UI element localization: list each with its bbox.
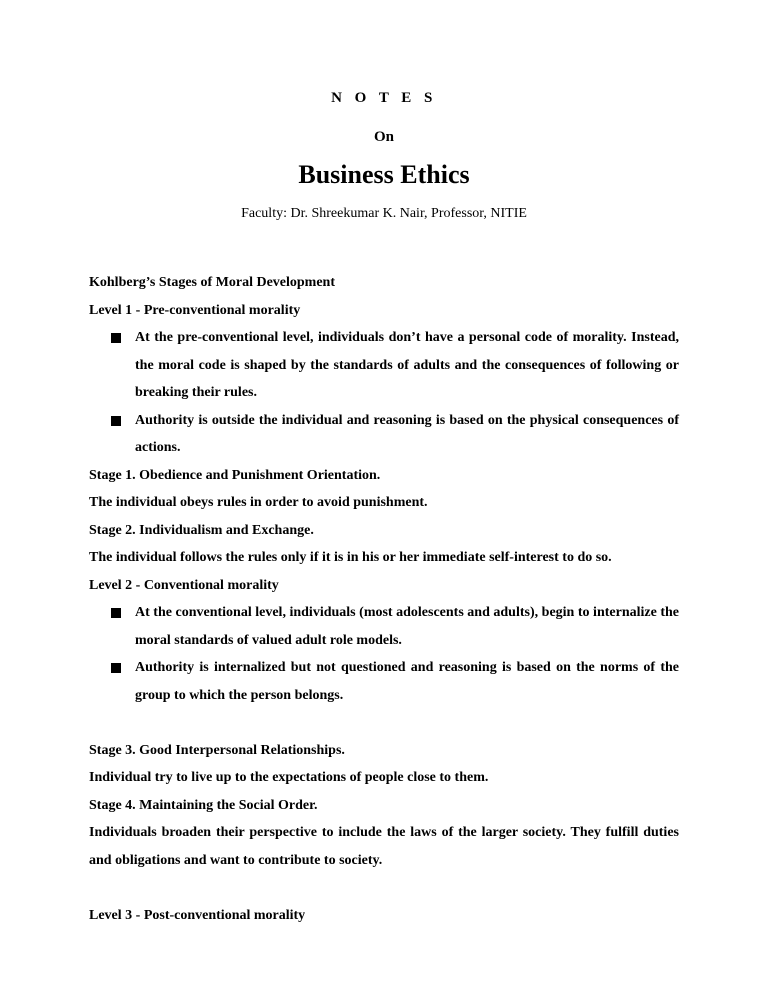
level1-heading: Level 1 - Pre-conventional morality [89,302,301,318]
stage4-text: Individuals broaden their perspective to include the laws of the larger society. They fulfill duties and obligations and want to contribute to society. [89,825,679,868]
stage2-title: Stage 2. Individualism and Exchange. [89,522,314,538]
bullet-text: At the conventional level, individuals (most adolescents and adults), begin to internalize the moral standards of valued adult role models. [135,605,679,648]
bullet-text: Authority is outside the individual and reasoning is based on the physical consequences of actions. [135,412,679,455]
document-title: Business Ethics [298,160,470,189]
level2-heading: Level 2 - Conventional morality [89,577,279,593]
spacer [89,709,679,737]
document-body [89,269,679,929]
square-bullet-icon [111,333,121,343]
stage2-text: The individual follows the rules only if it is in his or her immediate self-interest to do so. [89,550,612,565]
square-bullet-icon [111,416,121,426]
list-item [89,324,679,407]
stage4-title: Stage 4. Maintaining the Social Order. [89,797,318,813]
stage3-text: Individual try to live up to the expectations of people close to them. [89,770,489,785]
notes-heading: N O T E S [331,90,437,106]
list-item [89,407,679,462]
bullet-text: At the pre-conventional level, individuals don’t have a personal code of morality. Instead, the moral code is shaped by the standards of adults and the consequences of following or breaking their rules. [135,330,679,400]
list-item [89,599,679,654]
level2-bullet-list [89,599,679,709]
square-bullet-icon [111,663,121,673]
stage1-text: The individual obeys rules in order to avoid punishment. [89,495,428,510]
on-line: On [373,129,394,145]
stage1-title: Stage 1. Obedience and Punishment Orientation. [89,467,381,483]
faculty-line: Faculty: Dr. Shreekumar K. Nair, Professor, NITIE [241,206,527,221]
stage3-title: Stage 3. Good Interpersonal Relationships. [89,742,345,758]
bullet-text: Authority is internalized but not questioned and reasoning is based on the norms of the group to which the person belongs. [135,660,679,703]
level3-heading: Level 3 - Post-conventional morality [89,907,306,923]
section-title: Kohlberg’s Stages of Moral Development [89,275,335,290]
spacer [89,874,679,902]
level1-bullet-list [89,324,679,462]
list-item [89,654,679,709]
square-bullet-icon [111,608,121,618]
